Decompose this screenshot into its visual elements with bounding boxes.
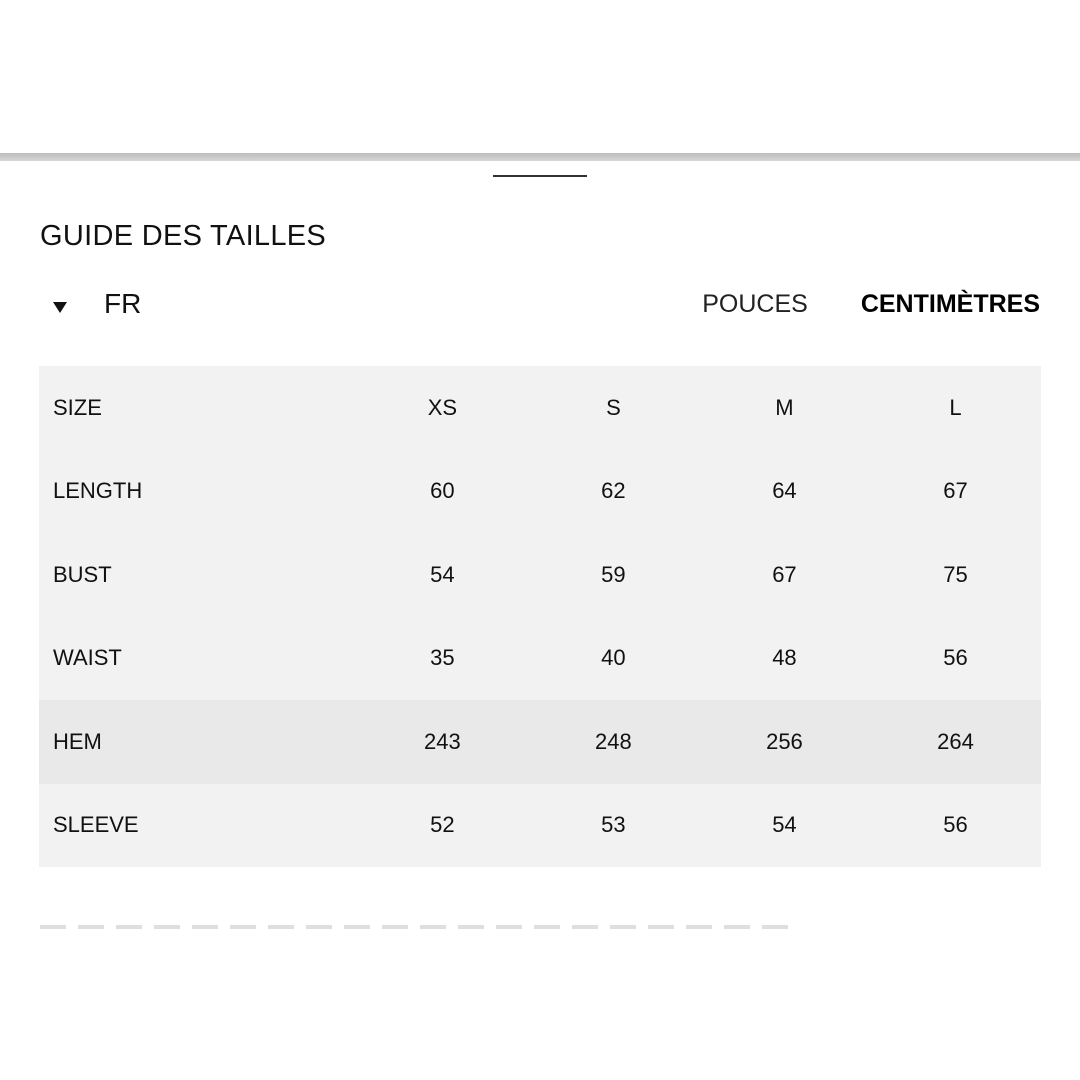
row-label: LENGTH: [53, 478, 143, 504]
table-cell: 60: [430, 478, 455, 504]
table-cell: 35: [430, 645, 455, 671]
caret-down-icon: [53, 302, 67, 313]
table-cell: 48: [772, 645, 797, 671]
header-cell: XS: [427, 394, 458, 420]
row-label: WAIST: [53, 645, 122, 671]
table-cell: 248: [595, 728, 632, 754]
table-cell: 75: [943, 561, 968, 587]
table-cell: 59: [601, 561, 626, 587]
region-dropdown[interactable]: [48, 284, 141, 324]
row-label: HEM: [53, 728, 102, 754]
table-header-row: [39, 366, 1041, 450]
table-cell: 67: [943, 478, 968, 504]
background-image-strip: [0, 153, 1080, 161]
table-cell: 56: [943, 645, 968, 671]
table-cell: 54: [772, 812, 797, 838]
table-cell: 53: [601, 812, 626, 838]
table-row: [39, 450, 1041, 534]
table-row-highlighted: [39, 700, 1041, 784]
table-cell: 56: [943, 812, 968, 838]
row-label: SLEEVE: [53, 812, 139, 838]
header-cell: S: [606, 394, 621, 420]
region-label: FR: [104, 288, 142, 319]
table-row: [39, 784, 1041, 868]
page-title: GUIDE DES TAILLES: [40, 220, 327, 253]
cut-off-text-line: [40, 922, 800, 932]
table-cell: 52: [430, 812, 455, 838]
table-cell: 64: [772, 478, 797, 504]
table-cell: 62: [601, 478, 626, 504]
unit-toggle: [702, 284, 1040, 324]
table-cell: 40: [601, 645, 626, 671]
header-cell: M: [775, 394, 794, 420]
table-cell: 264: [937, 728, 974, 754]
header-cell: SIZE: [53, 394, 102, 420]
table-row: [39, 533, 1041, 617]
unit-centimeters-button[interactable]: CENTIMÈTRES: [860, 289, 1040, 318]
tab-indicator: [493, 175, 587, 177]
table-cell: 243: [424, 728, 461, 754]
table-row: [39, 617, 1041, 701]
row-label: BUST: [53, 561, 112, 587]
table-cell: 67: [772, 561, 797, 587]
size-table: [39, 366, 1041, 867]
unit-inches-button[interactable]: POUCES: [702, 289, 808, 318]
table-cell: 256: [766, 728, 803, 754]
header-cell: L: [949, 394, 962, 420]
table-cell: 54: [430, 561, 455, 587]
